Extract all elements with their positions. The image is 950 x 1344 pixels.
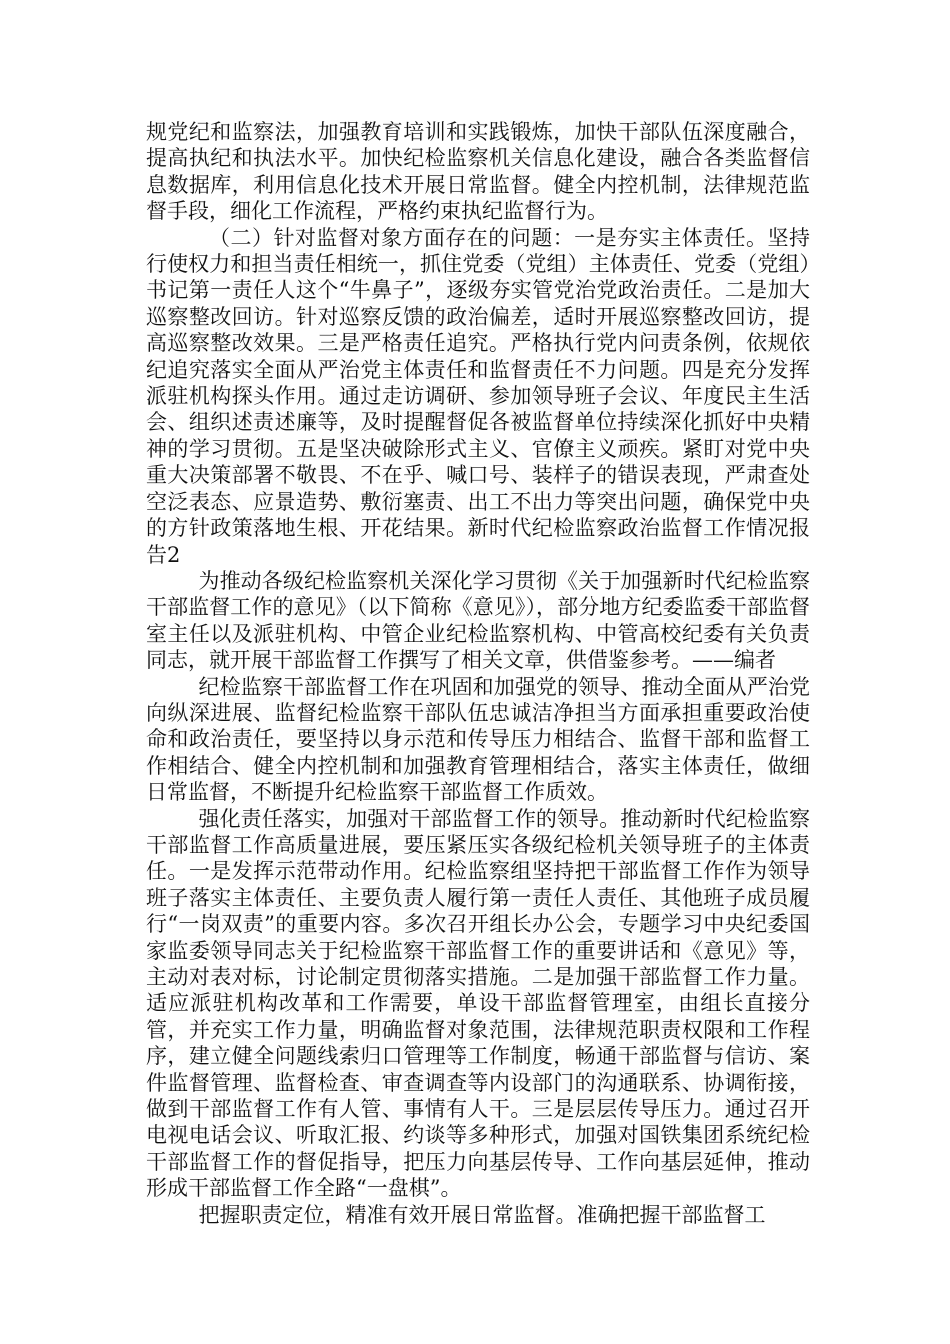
- paragraph-4: 纪检监察干部监督工作在巩固和加强党的领导、推动全面从严治党向纵深进展、监督纪检监察干部队伍忠诚洁净担当方面承担重要政治使命和政治责任，要坚持以身示范和传导压力相结合、监督干部和监督工作相结合、健全内控机制和加强教育管理相结合，落实主体责任，做细日常监督，不断提升纪检监察干部监督工作质效。: [146, 674, 810, 805]
- paragraph-1: 规党纪和监察法，加强教育培训和实践锻炼，加快干部队伍深度融合，提高执纪和执法水平。加快纪检监察机关信息化建设，融合各类监督信息数据库，利用信息化技术开展日常监督。健全内控机制，法律规范监督手段，细化工作流程，严格约束执纪监督行为。: [146, 120, 810, 224]
- document-body: [146, 119, 810, 1228]
- paragraph-5: 强化责任落实，加强对干部监督工作的领导。推动新时代纪检监察干部监督工作高质量进展，要压紧压实各级纪检机关领导班子的主体责任。一是发挥示范带动作用。纪检监察组坚持把干部监督工作作为领导班子落实主体责任、主要负责人履行第一责任人责任、其他班子成员履行“一岗双责”的重要内容。多次召开组长办公会，专题学习中央纪委国家监委领导同志关于纪检监察干部监督工作的重要讲话和《意见》等，主动对表对标，讨论制定贯彻落实措施。二是加强干部监督工作力量。适应派驻机构改革和工作需要，单设干部监督管理室，由组长直接分管，并充实工作力量，明确监督对象范围，法律规范职责权限和工作程序，建立健全问题线索归口管理等工作制度，畅通干部监督与信访、案件监督管理、监督检查、审查调查等内设部门的沟通联系、协调衔接，做到干部监督工作有人管、事情有人干。三是层层传导压力。通过召开电视电话会议、听取汇报、约谈等多种形式，加强对国铁集团系统纪检干部监督工作的督促指导，把压力向基层传导、工作向基层延伸，推动形成干部监督工作全路“一盘棋”。: [146, 806, 810, 1201]
- paragraph-3: 为推动各级纪检监察机关深化学习贯彻《关于加强新时代纪检监察干部监督工作的意见》（以下简称《意见》），部分地方纪委监委干部监督室主任以及派驻机构、中管企业纪检监察机构、中管高校纪委有关负责同志，就开展干部监督工作撰写了相关文章，供借鉴参考。——编者: [146, 568, 810, 673]
- paragraph-6: 把握职责定位，精准有效开展日常监督。准确把握干部监督工: [198, 1202, 766, 1227]
- paragraph-2: （二）针对监督对象方面存在的问题：一是夯实主体责任。坚持行使权力和担当责任相统一，抓住党委（党组）主体责任、党委（党组）书记第一责任人这个“牛鼻子”，逐级夯实管党治党政治责任。二是加大巡察整改回访。针对巡察反馈的政治偏差，适时开展巡察整改回访，提高巡察整改效果。三是严格责任追究。严格执行党内问责条例，依规依纪追究落实全面从严治党主体责任和监督责任不力问题。四是充分发挥派驻机构探头作用。通过走访调研、参加领导班子会议、年度民主生活会、组织述责述廉等，及时提醒督促各被监督单位持续深化抓好中央精神的学习贯彻。五是坚决破除形式主义、官僚主义顽疾。紧盯对党中央重大决策部署不敬畏、不在乎、喊口号、装样子的错误表现，严肃查处空泛表态、应景造势、敷衍塞责、出工不出力等突出问题，确保党中央的方针政策落地生根、开花结果。新时代纪检监察政治监督工作情况报告2: [146, 225, 810, 567]
